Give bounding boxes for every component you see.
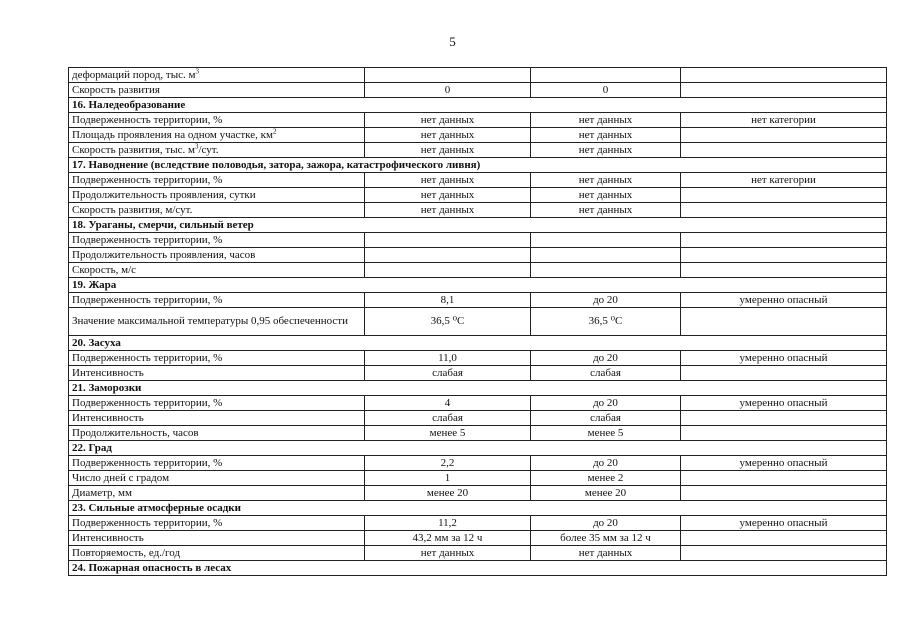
value-cell-2: нет данных <box>531 188 681 203</box>
table-row <box>69 366 887 381</box>
row-label: Скорость развития <box>72 83 160 96</box>
value-cell-1: нет данных <box>365 188 531 203</box>
table-row <box>69 546 887 561</box>
value-cell-1 <box>365 233 531 248</box>
value-cell-3 <box>681 531 887 546</box>
section-title: 19. Жара <box>69 278 887 293</box>
table-row <box>69 188 887 203</box>
table-row <box>69 203 887 218</box>
row-label-cell <box>69 426 365 441</box>
value-cell-1: 8,1 <box>365 293 531 308</box>
table-row <box>69 83 887 98</box>
value-cell-2: менее 5 <box>531 426 681 441</box>
value-cell-3: умеренно опасный <box>681 293 887 308</box>
row-label: Продолжительность проявления, часов <box>72 248 256 261</box>
row-label-cell <box>69 546 365 561</box>
value-cell-3 <box>681 143 887 158</box>
table-row <box>69 263 887 278</box>
value-cell-1: 0 <box>365 83 531 98</box>
row-label-cell <box>69 248 365 263</box>
value-cell-1 <box>365 68 531 83</box>
row-label-cell <box>69 203 365 218</box>
value-cell-2: до 20 <box>531 396 681 411</box>
row-label: Подверженность территории, % <box>72 173 223 186</box>
hazard-table <box>68 67 887 576</box>
value-cell-1: 2,2 <box>365 456 531 471</box>
unit-superscript: 3 <box>194 142 199 150</box>
value-cell-3: умеренно опасный <box>681 351 887 366</box>
value-cell-2: нет данных <box>531 128 681 143</box>
section-title: 18. Ураганы, смерчи, сильный ветер <box>69 218 887 233</box>
section-header-row <box>69 158 887 173</box>
value-cell-1: 43,2 мм за 12 ч <box>365 531 531 546</box>
unit-superscript: 2 <box>272 127 277 135</box>
value-cell-1: 36,5 ⁰С <box>365 308 531 336</box>
page-number: 5 <box>449 34 456 49</box>
row-label: Подверженность территории, % <box>72 396 223 409</box>
value-cell-3 <box>681 546 887 561</box>
value-cell-1: менее 5 <box>365 426 531 441</box>
row-label-cell <box>69 486 365 501</box>
value-cell-3 <box>681 308 887 336</box>
value-cell-2: до 20 <box>531 351 681 366</box>
row-label: Подверженность территории, % <box>72 351 223 364</box>
value-cell-2: более 35 мм за 12 ч <box>531 531 681 546</box>
value-cell-3 <box>681 471 887 486</box>
row-label-tail: /сут. <box>198 143 219 156</box>
value-cell-2 <box>531 263 681 278</box>
unit-superscript: 3 <box>195 67 199 75</box>
row-label: Интенсивность <box>72 531 144 544</box>
section-title: 24. Пожарная опасность в лесах <box>69 561 887 576</box>
table-row <box>69 248 887 263</box>
table-row <box>69 308 887 336</box>
row-label-cell <box>69 308 365 336</box>
value-cell-3 <box>681 263 887 278</box>
row-label: Повторяемость, ед./год <box>72 546 181 559</box>
section-title: 22. Град <box>69 441 887 456</box>
value-cell-3 <box>681 426 887 441</box>
row-label-cell <box>69 531 365 546</box>
table-row <box>69 143 887 158</box>
value-cell-2: до 20 <box>531 516 681 531</box>
value-cell-1: слабая <box>365 411 531 426</box>
value-cell-1: слабая <box>365 366 531 381</box>
row-label-cell <box>69 68 365 83</box>
section-title: 23. Сильные атмосферные осадки <box>69 501 887 516</box>
value-cell-3 <box>681 203 887 218</box>
value-cell-3: умеренно опасный <box>681 516 887 531</box>
row-label: Подверженность территории, % <box>72 516 223 529</box>
row-label: Интенсивность <box>72 411 144 424</box>
value-cell-1: 11,2 <box>365 516 531 531</box>
row-label: Значение максимальной температуры 0,95 обеспеченности <box>72 315 349 327</box>
value-cell-3 <box>681 411 887 426</box>
value-cell-3: нет категории <box>681 173 887 188</box>
value-cell-2 <box>531 233 681 248</box>
row-label: Площадь проявления на одном участке, км <box>72 128 273 141</box>
value-cell-2 <box>531 248 681 263</box>
value-cell-1: 11,0 <box>365 351 531 366</box>
table-row <box>69 113 887 128</box>
value-cell-3: умеренно опасный <box>681 456 887 471</box>
value-cell-1: 4 <box>365 396 531 411</box>
table-row <box>69 68 887 83</box>
table-row <box>69 293 887 308</box>
row-label-cell <box>69 293 365 308</box>
row-label-cell <box>69 411 365 426</box>
value-cell-3 <box>681 248 887 263</box>
table-row <box>69 173 887 188</box>
row-label: Интенсивность <box>72 366 144 379</box>
row-label-cell <box>69 173 365 188</box>
hazard-table-body <box>69 68 887 576</box>
row-label: Скорость развития, тыс. м <box>72 143 195 156</box>
value-cell-3: нет категории <box>681 113 887 128</box>
row-label: Подверженность территории, % <box>72 293 223 306</box>
table-row <box>69 531 887 546</box>
value-cell-3 <box>681 188 887 203</box>
table-row <box>69 471 887 486</box>
value-cell-3 <box>681 68 887 83</box>
value-cell-2: нет данных <box>531 546 681 561</box>
row-label-cell <box>69 83 365 98</box>
value-cell-2: 36,5 ⁰С <box>531 308 681 336</box>
row-label-cell <box>69 143 365 158</box>
row-label-cell <box>69 263 365 278</box>
row-label-cell <box>69 188 365 203</box>
section-title: 17. Наводнение (вследствие половодья, затора, зажора, катастрофического ливня) <box>69 158 887 173</box>
value-cell-1 <box>365 248 531 263</box>
row-label-cell <box>69 233 365 248</box>
value-cell-1: 1 <box>365 471 531 486</box>
row-label-cell <box>69 471 365 486</box>
section-header-row <box>69 218 887 233</box>
table-row <box>69 411 887 426</box>
section-header-row <box>69 98 887 113</box>
value-cell-2: нет данных <box>531 143 681 158</box>
row-label: Подверженность территории, % <box>72 233 223 246</box>
row-label: Число дней с градом <box>72 471 170 484</box>
value-cell-2: до 20 <box>531 293 681 308</box>
value-cell-2: до 20 <box>531 456 681 471</box>
value-cell-3 <box>681 486 887 501</box>
section-header-row <box>69 561 887 576</box>
row-label: деформаций пород, тыс. м <box>72 68 196 81</box>
row-label-cell <box>69 516 365 531</box>
row-label-cell <box>69 366 365 381</box>
value-cell-3 <box>681 128 887 143</box>
table-row <box>69 351 887 366</box>
value-cell-1: нет данных <box>365 143 531 158</box>
value-cell-2: менее 20 <box>531 486 681 501</box>
row-label: Подверженность территории, % <box>72 456 223 469</box>
value-cell-1: нет данных <box>365 546 531 561</box>
value-cell-3 <box>681 366 887 381</box>
value-cell-2: менее 2 <box>531 471 681 486</box>
row-label-cell <box>69 351 365 366</box>
value-cell-1: менее 20 <box>365 486 531 501</box>
value-cell-2: слабая <box>531 411 681 426</box>
table-row <box>69 128 887 143</box>
section-header-row <box>69 278 887 293</box>
row-label-cell <box>69 396 365 411</box>
row-label: Подверженность территории, % <box>72 113 223 126</box>
value-cell-1: нет данных <box>365 113 531 128</box>
value-cell-2: нет данных <box>531 113 681 128</box>
section-title: 16. Наледеобразование <box>69 98 887 113</box>
section-title: 20. Засуха <box>69 336 887 351</box>
row-label-cell <box>69 456 365 471</box>
row-label-cell <box>69 113 365 128</box>
value-cell-2: 0 <box>531 83 681 98</box>
section-header-row <box>69 501 887 516</box>
table-row <box>69 456 887 471</box>
table-row <box>69 233 887 248</box>
section-title: 21. Заморозки <box>69 381 887 396</box>
value-cell-2: нет данных <box>531 173 681 188</box>
value-cell-2 <box>531 68 681 83</box>
value-cell-1 <box>365 263 531 278</box>
value-cell-2: слабая <box>531 366 681 381</box>
value-cell-1: нет данных <box>365 173 531 188</box>
row-label-cell <box>69 128 365 143</box>
row-label: Скорость, м/с <box>72 263 137 276</box>
table-row <box>69 516 887 531</box>
value-cell-3: умеренно опасный <box>681 396 887 411</box>
value-cell-3 <box>681 83 887 98</box>
value-cell-1: нет данных <box>365 203 531 218</box>
row-label: Диаметр, мм <box>72 486 132 499</box>
row-label: Продолжительность, часов <box>72 426 199 439</box>
table-row <box>69 426 887 441</box>
section-header-row <box>69 381 887 396</box>
section-header-row <box>69 441 887 456</box>
value-cell-1: нет данных <box>365 128 531 143</box>
table-row <box>69 396 887 411</box>
value-cell-2: нет данных <box>531 203 681 218</box>
value-cell-3 <box>681 233 887 248</box>
row-label: Скорость развития, м/сут. <box>72 203 193 216</box>
table-row <box>69 486 887 501</box>
row-label: Продолжительность проявления, сутки <box>72 188 256 201</box>
section-header-row <box>69 336 887 351</box>
